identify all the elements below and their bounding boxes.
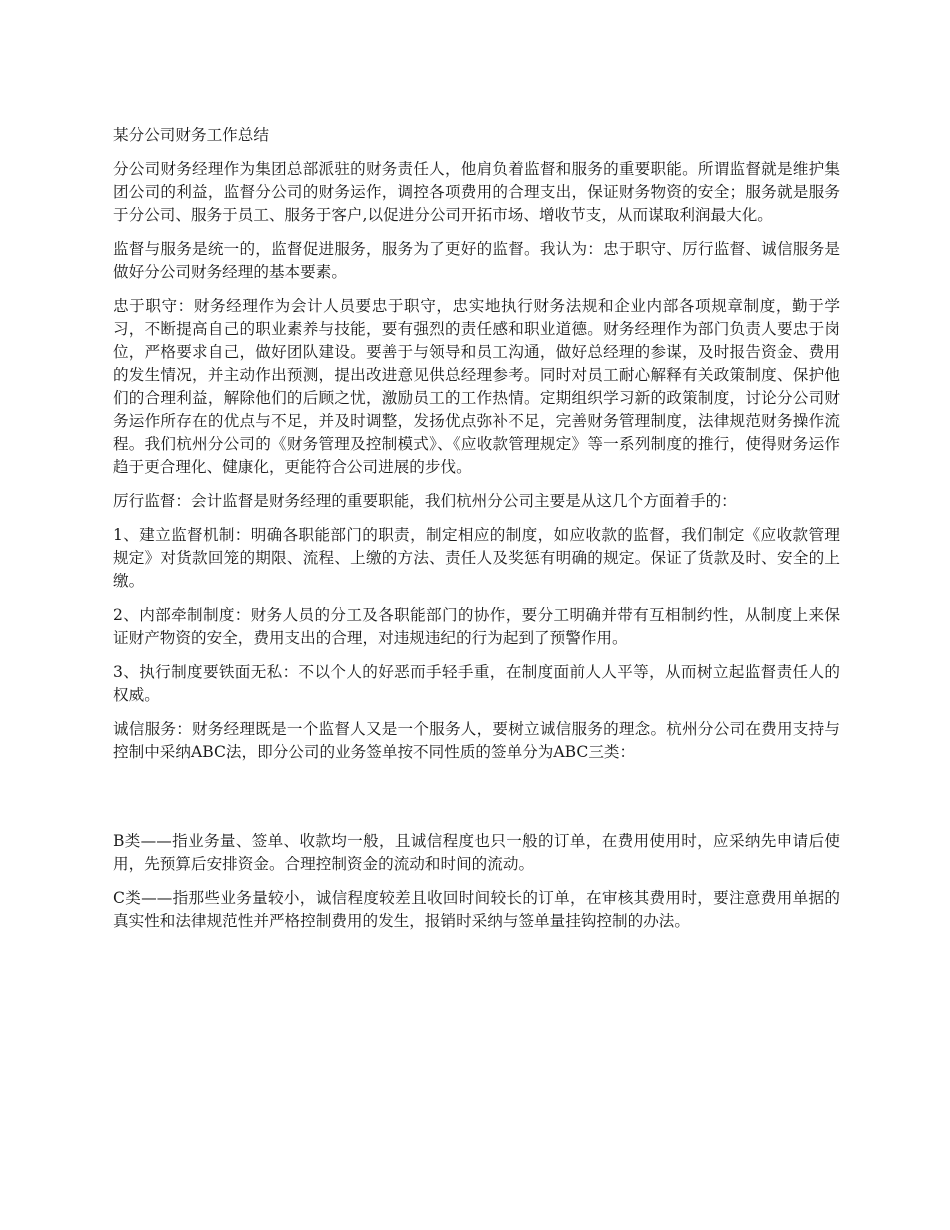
paragraph-integrity: 诚信服务：财务经理既是一个监督人又是一个服务人，要树立诚信服务的理念。杭州分公司在费用支持与控制中采纳ABC法，即分公司的业务签单按不同性质的签单分为ABC三类： <box>113 720 840 761</box>
paragraph-class-c: C类——指那些业务量较小，诚信程度较差且收回时间较长的订单，在审核其费用时，要注意费用单据的真实性和法律规范性并严格控制费用的发生，报销时采纳与签单量挂钩控制的办法。 <box>113 889 840 930</box>
blank-gap <box>113 775 840 830</box>
paragraph-class-b: B类——指业务量、签单、收款均一般，且诚信程度也只一般的订单，在费用使用时，应采纳先申请后使用，先预算后安排资金。合理控制资金的流动和时间的流动。 <box>113 832 840 873</box>
paragraph-intro: 分公司财务经理作为集团总部派驻的财务责任人，他肩负着监督和服务的重要职能。所谓监督就是维护集团公司的利益，监督分公司的财务运作，调控各项费用的合理支出，保证财务物资的安全；服务就是服务于分公司、服务于员工、服务于客户,以促进分公司开拓市场、增收节支，从而谋取利润最大化。 <box>113 160 840 224</box>
paragraph-point-2: 2、内部牵制制度：财务人员的分工及各职能部门的协作，要分工明确并带有互相制约性，从制度上来保证财产物资的安全，费用支出的合理，对违规违纪的行为起到了预警作用。 <box>113 606 840 647</box>
paragraph-unity: 监督与服务是统一的，监督促进服务，服务为了更好的监督。我认为：忠于职守、厉行监督、诚信服务是做好分公司财务经理的基本要素。 <box>113 240 840 281</box>
paragraph-loyalty: 忠于职守：财务经理作为会计人员要忠于职守，忠实地执行财务法规和企业内部各项规章制度，勤于学习，不断提高自己的职业素养与技能，要有强烈的责任感和职业道德。财务经理作为部门负责人要忠于岗位，严格要求自己，做好团队建设。要善于与领导和员工沟通，做好总经理的参谋，及时报告资金、费用的发生情况，并主动作出预测，提出改进意见供总经理参考。同时对员工耐心解释有关政策制度、保护他们的合理利益，解除他们的后顾之忧，激励员工的工作热情。定期组织学习新的政策制度，讨论分公司财务运作所存在的优点与不足，并及时调整，发扬优点弥补不足，完善财务管理制度，法律规范财务操作流程。我们杭州分公司的《财务管理及控制模式》、《应收款管理规定》等一系列制度的推行，使得财务运作趋于更合理化、健康化，更能符合公司进展的步伐。 <box>113 297 840 476</box>
document-title: 某分公司财务工作总结 <box>113 126 269 144</box>
document-page <box>113 124 840 944</box>
paragraph-point-1: 1、建立监督机制：明确各职能部门的职责，制定相应的制度，如应收款的监督，我们制定《应收款管理规定》对货款回笼的期限、流程、上缴的方法、责任人及奖惩有明确的规定。保证了货款及时、安全的上缴。 <box>113 526 840 590</box>
paragraph-point-3: 3、执行制度要铁面无私：不以个人的好恶而手轻手重，在制度面前人人平等，从而树立起监督责任人的权威。 <box>113 663 840 704</box>
paragraph-supervision: 厉行监督：会计监督是财务经理的重要职能，我们杭州分公司主要是从这几个方面着手的： <box>113 492 737 510</box>
